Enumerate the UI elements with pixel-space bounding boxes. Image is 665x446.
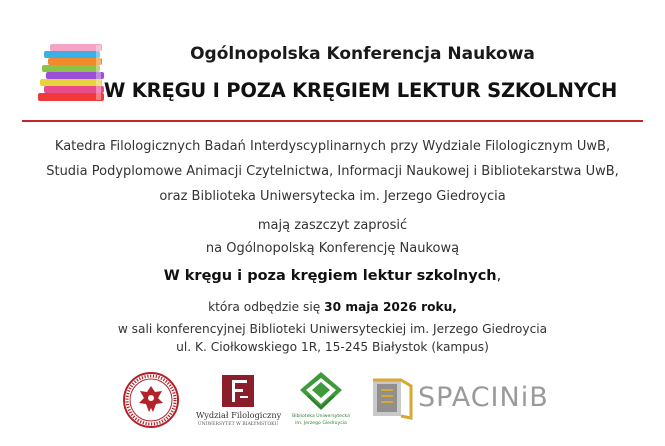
library-name-line-1: Biblioteka Uniwersytecka	[292, 414, 350, 419]
organizer-line-3: oraz Biblioteka Uniwersytecka im. Jerzego Giedroycia	[159, 189, 506, 204]
venue-line: w sali konferencyjnej Biblioteki Uniwersyteckiej im. Jerzego Giedroycia	[117, 322, 548, 336]
date-line	[0, 300, 665, 314]
organizer-line-1: Katedra Filologicznych Badań Interdyscyplinarnych przy Wydziale Filologicznym UwB,	[54, 139, 611, 154]
spacinib-wordmark: SPACINiB	[418, 382, 549, 413]
conference-date: 30 maja 2026 roku,	[324, 300, 457, 314]
spacinib-book-icon	[371, 376, 415, 420]
conference-pre-title: Ogólnopolska Konferencja Naukowa	[190, 44, 535, 64]
library-logo-icon	[298, 370, 344, 412]
invite-line-2: na Ogólnopolską Konferencję Naukową	[205, 241, 460, 256]
university-seal-icon	[123, 372, 179, 428]
logo-strip	[0, 366, 665, 432]
library-name-line-2: im. Jerzego Giedroycia	[295, 421, 347, 426]
address-line: ul. K. Ciołkowskiego 1R, 15-245 Białystok (kampus)	[176, 340, 489, 354]
conference-name: W kręgu i poza kręgiem lektur szkolnych	[163, 268, 497, 284]
faculty-logo-icon	[221, 374, 255, 408]
conference-title: W KRĘGU I POZA KRĘGIEM LEKTUR SZKOLNYCH	[103, 79, 618, 102]
invite-line-1: mają zaszczyt zaprosić	[257, 218, 408, 233]
conference-name-line	[0, 268, 665, 284]
faculty-subtitle: UNIWERSYTET W BIAŁYMSTOKU	[197, 422, 279, 427]
date-prefix: która odbędzie się	[208, 300, 325, 314]
faculty-name: Wydział Filologiczny	[196, 410, 282, 420]
conference-name-comma: ,	[496, 268, 502, 284]
organizer-line-2: Studia Podyplomowe Animacji Czytelnictwa, Informacji Naukowej i Bibliotekarstwa UwB,	[46, 164, 619, 179]
title-divider	[22, 120, 643, 122]
